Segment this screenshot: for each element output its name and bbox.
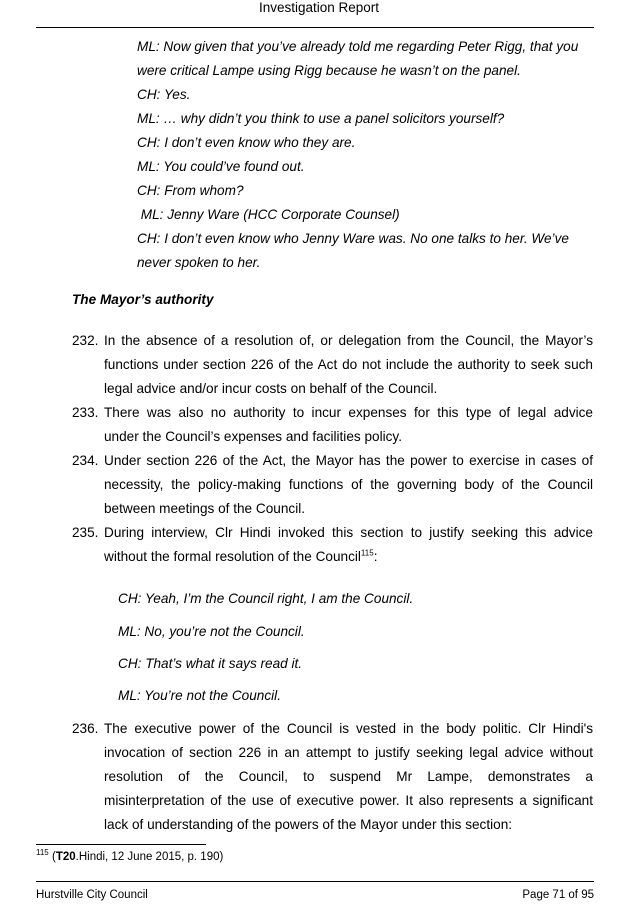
transcript-line: ML: No, you’re not the Council. [118,624,305,639]
footnote-rule [36,844,206,845]
footer-page-number: Page 71 of 95 [522,889,594,901]
paragraph-line: There was also no authority to incur expenses for this type of legal advice [104,405,593,420]
paragraph-number: 232. [72,333,99,348]
paragraph-line: under the Council’s expenses and facilities policy. [104,429,402,444]
transcript-line: never spoken to her. [137,255,261,270]
transcript-line: ML: Now given that you’ve already told me regarding Peter Rigg, that you [137,39,579,54]
transcript-line: ML: Jenny Ware (HCC Corporate Counsel) [137,207,400,222]
paragraph-line: lack of understanding of the powers of the Mayor under this section: [104,817,513,832]
paragraph-line: functions under section 226 of the Act do not include the authority to seek such [104,357,593,372]
header-rule [36,27,594,28]
transcript-line: CH: Yeah, I’m the Council right, I am the Council. [118,591,414,606]
paragraph-line: misinterpretation of the use of executive power. It also represents a significant [104,793,593,808]
paragraph-line: resolution of the Council, to suspend Mr Lampe, demonstrates a [104,769,593,784]
paragraph-text: : [373,549,378,564]
transcript-line: CH: From whom? [137,183,244,198]
footnote-transcript-ref: T20 [55,851,76,863]
footnote-reference: 115 [360,548,374,558]
transcript-line: CH: Yes. [137,87,191,102]
paragraph-number: 233. [72,405,99,420]
paragraph-line: legal advice and/or incur costs on behalf of the Council. [104,381,438,396]
paragraph-line: During interview, Clr Hindi invoked this section to justify seeking this advice [104,525,593,540]
paragraph-line: between meetings of the Council. [104,501,306,516]
footer-rule [36,881,594,882]
transcript-line: CH: I don’t even know who they are. [137,135,356,150]
paragraph-number: 234. [72,453,99,468]
paragraph-line: necessity, the policy-making functions of the governing body of the Council [104,477,593,492]
transcript-line: CH: That’s what it says read it. [118,656,303,671]
transcript-line: were critical Lampe using Rigg because he wasn’t on the panel. [137,63,521,78]
transcript-line: ML: You could’ve found out. [137,159,305,174]
page-header-title: Investigation Report [258,0,380,15]
footnote-text: .Hindi, 12 June 2015, p. 190) [75,851,224,863]
footer-organisation: Hurstville City Council [36,889,148,901]
paragraph-line: invocation of section 226 in an attempt to justify seeking legal advice without [104,745,593,760]
paragraph-number: 236. [72,721,99,736]
transcript-line: ML: … why didn’t you think to use a panel solicitors yourself? [137,111,505,126]
transcript-line: CH: I don’t even know who Jenny Ware was. No one talks to her. We’ve [137,231,569,246]
paragraph-line [104,548,377,565]
footnote-number: 115 [36,848,49,858]
section-heading: The Mayor’s authority [72,292,214,307]
footnote [36,850,223,864]
paragraph-line: Under section 226 of the Act, the Mayor has the power to exercise in cases of [104,453,593,468]
paragraph-line: The executive power of the Council is vested in the body politic. Clr Hindi's [104,721,593,736]
paragraph-text: without the formal resolution of the Council [104,549,361,564]
footnote-text: ( [51,851,56,863]
transcript-line: ML: You’re not the Council. [118,688,281,703]
paragraph-line: In the absence of a resolution of, or delegation from the Council, the Mayor’s [104,333,593,348]
paragraph-number: 235. [72,525,99,540]
